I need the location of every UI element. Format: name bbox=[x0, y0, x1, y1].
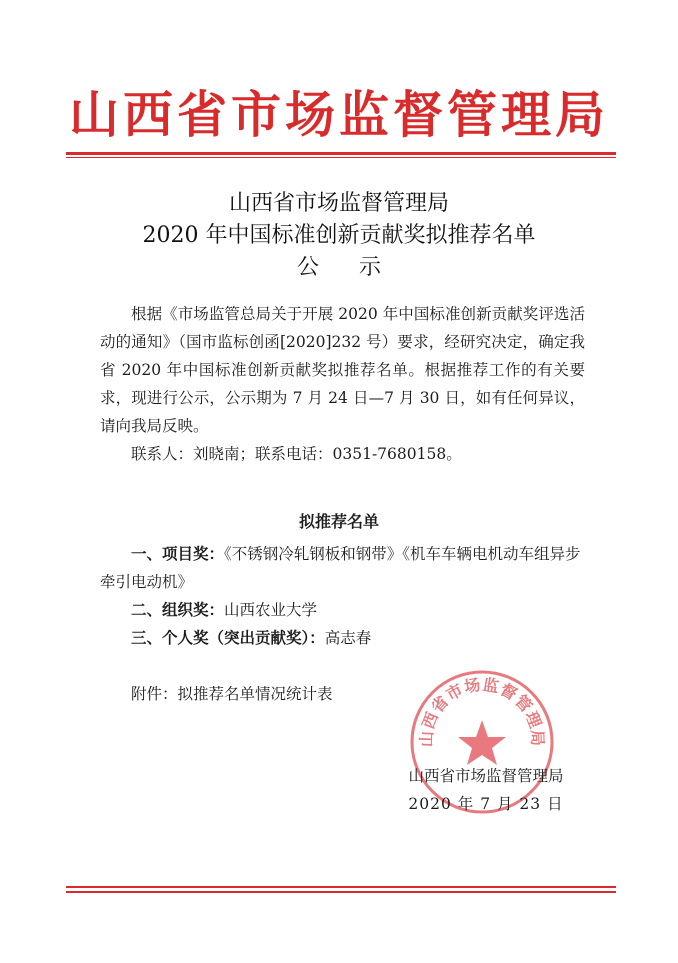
document-body bbox=[100, 300, 585, 468]
signature-block bbox=[386, 762, 586, 818]
document-title bbox=[0, 188, 678, 284]
attachment-line: 附件：拟推荐名单情况统计表 bbox=[131, 685, 333, 703]
footer-red-rule bbox=[66, 886, 616, 888]
list-title: 拟推荐名单 bbox=[298, 512, 379, 531]
recommendation-list bbox=[100, 540, 590, 652]
list-item-text: 高志春 bbox=[324, 629, 372, 647]
signature-org: 山西省市场监督管理局 bbox=[408, 767, 564, 785]
title-line-1: 山西省市场监督管理局 bbox=[228, 191, 449, 216]
letterhead-red-rule bbox=[66, 152, 616, 155]
title-line-2: 2020 年中国标准创新贡献奖拟推荐名单 bbox=[142, 223, 536, 248]
signature-date: 2020 年 7 月 23 日 bbox=[408, 795, 564, 813]
title-line-3: 公示 bbox=[296, 255, 421, 280]
list-item bbox=[100, 596, 590, 624]
list-item bbox=[100, 540, 590, 596]
list-item-label: 二、组织奖： bbox=[131, 601, 225, 619]
letterhead-title: 山西省市场监督管理局 bbox=[69, 85, 609, 144]
body-paragraph: 根据《市场监管总局关于开展 2020 年中国标准创新贡献奖评选活动的通知》（国市监标创函[2020]232 号）要求，经研究决定，确定我省 2020 年中国标准创新贡献奖拟推荐名单。根据推荐工作的有关要求，现进行公示，公示期为 7 月 24 日—7 月 30 日，如有任何异议，请向我局反映。 bbox=[100, 305, 585, 435]
list-item bbox=[100, 624, 590, 652]
list-item-label: 三、个人奖（突出贡献奖）： bbox=[131, 629, 325, 647]
seal-text: 山西省市场监督管理局 bbox=[416, 674, 548, 748]
list-item-text: 《不锈钢冷轧钢板和钢带》《机车车辆电机动车组异步牵引电动机》 bbox=[100, 545, 581, 591]
list-item-text: 山西农业大学 bbox=[224, 601, 318, 619]
contact-line: 联系人：刘晓南；联系电话：0351-7680158。 bbox=[131, 445, 462, 463]
list-item-label: 一、项目奖： bbox=[131, 545, 225, 563]
